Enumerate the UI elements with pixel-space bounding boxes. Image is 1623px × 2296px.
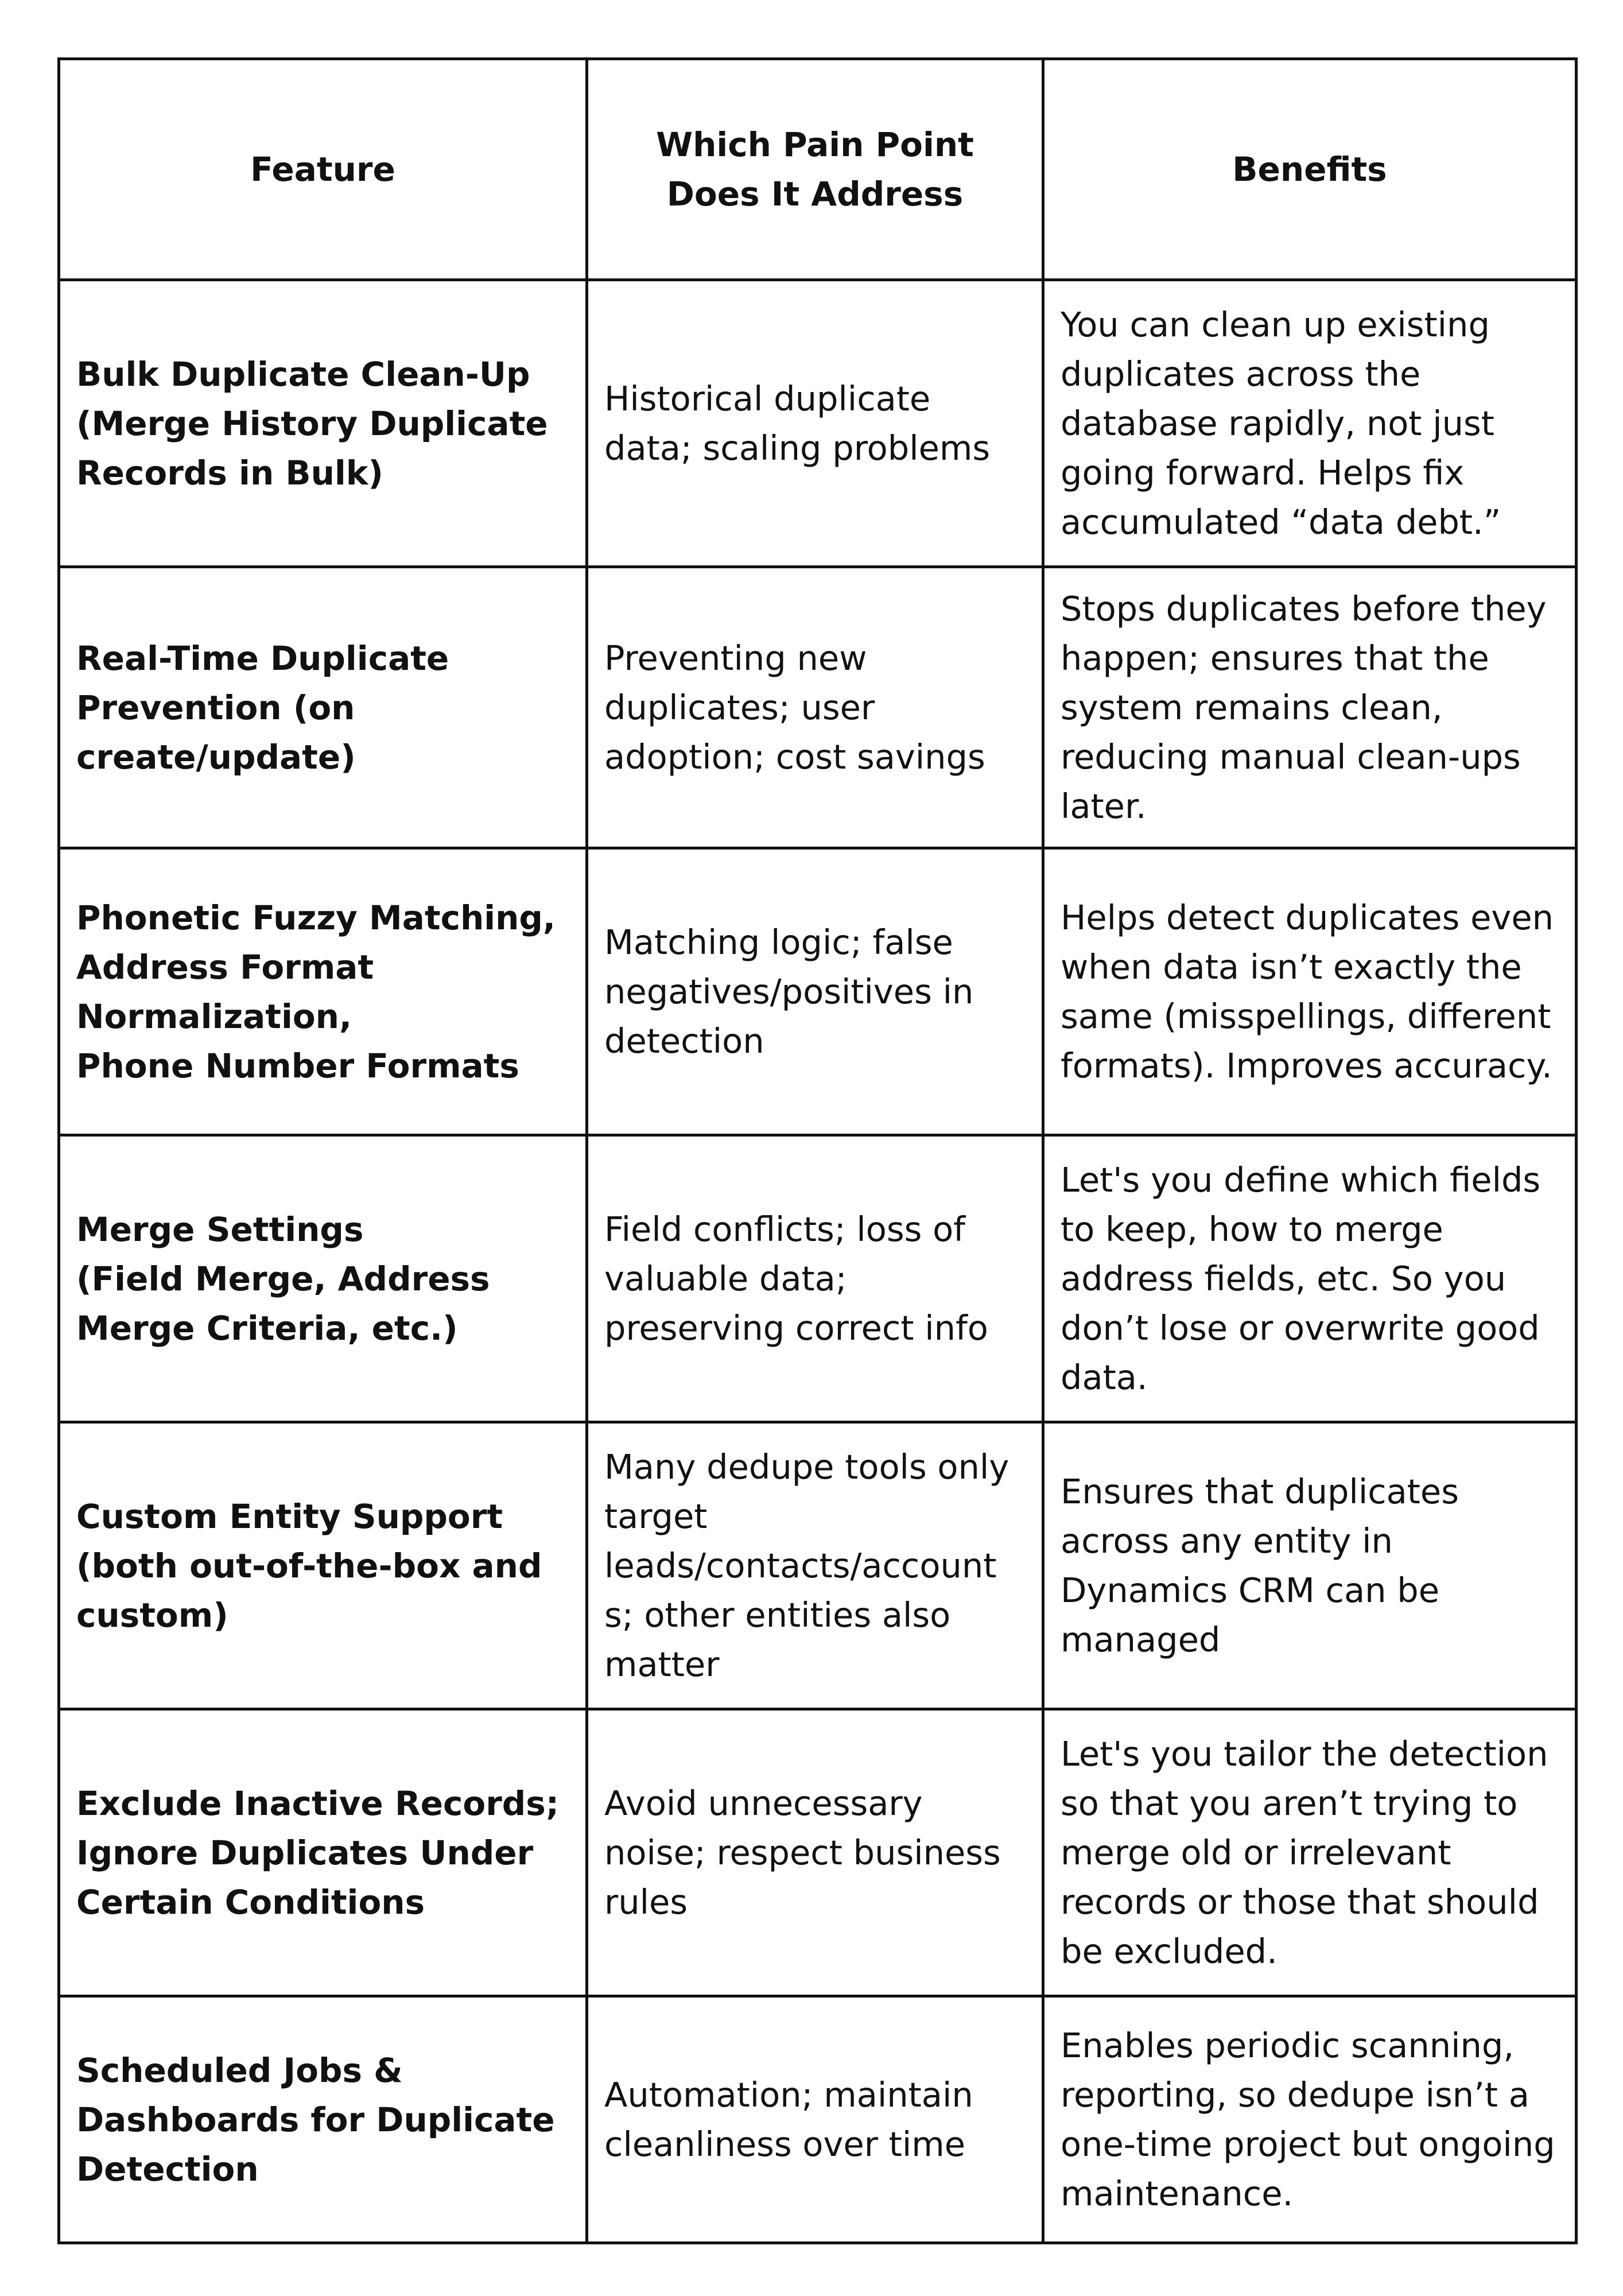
column-header-benefits: Benefits (1043, 59, 1577, 280)
benefits-cell: Ensures that duplicates across any entity in Dynamics CRM can be managed (1043, 1422, 1577, 1709)
table-row (59, 848, 1577, 1135)
feature-cell: Phonetic Fuzzy Matching, Address Format Normalization, Phone Number Formats (59, 848, 587, 1135)
benefits-cell: You can clean up existing duplicates across the database rapidly, not just going forward. Helps fix accumulated “data debt.” (1043, 280, 1577, 567)
column-header-feature: Feature (59, 59, 587, 280)
column-header-pain-point: Which Pain Point Does It Address (587, 59, 1043, 280)
pain-point-cell: Matching logic; false negatives/positives in detection (587, 848, 1043, 1135)
feature-comparison-table (57, 57, 1578, 2244)
benefits-cell: Stops duplicates before they happen; ensures that the system remains clean, reducing manual clean-ups later. (1043, 567, 1577, 848)
table-row (59, 1996, 1577, 2243)
feature-cell: Real-Time Duplicate Prevention (on create/update) (59, 567, 587, 848)
feature-cell: Merge Settings (Field Merge, Address Merge Criteria, etc.) (59, 1135, 587, 1422)
table-row (59, 1422, 1577, 1709)
table-row (59, 1709, 1577, 1996)
feature-cell: Scheduled Jobs & Dashboards for Duplicate Detection (59, 1996, 587, 2243)
benefits-text: Helps detect duplicates even when data isn’t exactly the same (misspellings, different formats). Improves accuracy. (1061, 897, 1554, 1085)
table-row (59, 567, 1577, 848)
benefits-cell: Enables periodic scanning, reporting, so dedupe isn’t a one-time project but ongoing maintenance. (1043, 1996, 1577, 2243)
pain-point-cell: Preventing new duplicates; user adoption; cost savings (587, 567, 1043, 848)
table-row (59, 1135, 1577, 1422)
pain-point-cell: Many dedupe tools only target leads/contacts/account s; other entities also matter (587, 1422, 1043, 1709)
feature-cell: Exclude Inactive Records; Ignore Duplicates Under Certain Conditions (59, 1709, 587, 1996)
benefits-cell (1043, 848, 1577, 1135)
feature-cell: Bulk Duplicate Clean-Up (Merge History Duplicate Records in Bulk) (59, 280, 587, 567)
pain-point-cell: Avoid unnecessary noise; respect business rules (587, 1709, 1043, 1996)
feature-cell: Custom Entity Support (both out-of-the-box and custom) (59, 1422, 587, 1709)
table-header-row (59, 59, 1577, 280)
benefits-cell: Let's you define which fields to keep, how to merge address fields, etc. So you don’t lose or overwrite good data. (1043, 1135, 1577, 1422)
pain-point-cell: Field conflicts; loss of valuable data; preserving correct info (587, 1135, 1043, 1422)
table-row (59, 280, 1577, 567)
pain-point-cell: Historical duplicate data; scaling problems (587, 280, 1043, 567)
pain-point-cell: Automation; maintain cleanliness over time (587, 1996, 1043, 2243)
benefits-cell: Let's you tailor the detection so that you aren’t trying to merge old or irrelevant records or those that should be excluded. (1043, 1709, 1577, 1996)
